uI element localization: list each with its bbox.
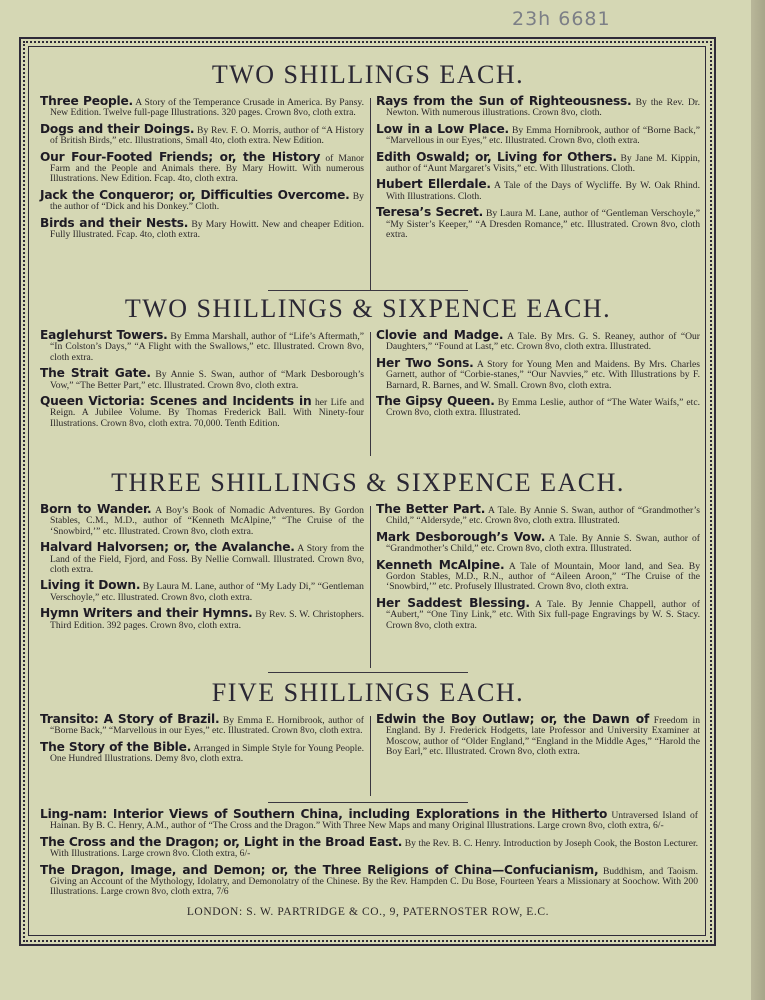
section-three-and-six [36,468,700,672]
book-title: Ling-nam: Interior Views of Southern China, including Explorations in the Hitherto [40,807,608,821]
column-divider [370,716,371,796]
column-right [376,714,700,763]
book-description: A Story for Young Men and Maidens. By Mrs. Charles Garnett, author of “Corbie-stanes,” “Our Navvies,” etc. With Illustrations by F. Barnard, R. Barnes, and W. Small. Crown 8vo, cloth extra. [386,358,700,391]
book-entry [376,330,700,353]
book-title: Kenneth McAlpine. [376,557,505,572]
section-rule [268,672,468,673]
book-title: Our Four-Footed Friends; or, the History [40,149,321,164]
book-entry [376,121,700,147]
book-description: Untraversed Island of Hainan. By B. C. Henry, A.M., author of “The Cross and the Dragon.” With Three New Maps and many Original Illustrations. Large crown 8vo, cloth extra, 6/- [50,810,698,832]
column-left [40,330,364,434]
book-title: Birds and their Nests. [40,215,189,230]
book-entry [376,355,700,391]
column-left [40,714,364,770]
book-entry [40,215,365,241]
book-description: By the Rev. Dr. Newton. With numerous illustrations. Crown 8vo, cloth. [386,97,700,119]
book-title: Low in a Low Place. [376,121,509,136]
column-right [376,504,700,636]
book-title: Mark Desborough’s Vow. [376,529,546,544]
book-entry [376,504,700,527]
book-entry [376,714,700,758]
book-description: By Jane M. Kippin, author of “Aunt Margaret’s Visits,” etc. With Illustrations. Cloth. [386,152,700,175]
book-title: The Better Part. [376,502,486,516]
book-entry [376,179,700,202]
book-entry [376,529,700,555]
book-description: Freedom in England. By J. Frederick Hodgetts, late Professor and University Examiner at Moscow, author of “Older England,” “England in the Middle Ages,” “Harold the Boy Earl,” etc. Illustrated. Crown 8vo, cloth extra. [386,715,700,758]
section-two-and-six [36,294,700,458]
wide-entries [36,809,698,898]
book-title: Halvard Halvorsen; or, the Avalanche. [40,540,295,555]
shelfmark-annotation: 23h 6681 [512,8,611,30]
section-five-shillings [36,678,700,903]
section-heading: THREE SHILLINGS & SIXPENCE EACH. [111,468,625,497]
book-description: By the Rev. B. C. Henry. Introduction by Joseph Cook, the Boston Lecturer. With Illustrations. Large crown 8vo. Cloth extra, 6/- [50,837,699,860]
book-title: Queen Victoria: Scenes and Incidents in [40,394,312,409]
book-title: The Strait Gate. [40,366,151,381]
book-title: Clovie and Madge. [376,328,504,342]
book-description: A Tale of Mountain, Moor land, and Sea. By Gordon Stables, M.D., R.N., author of “Aileen Aroon,” “The Cruise of the ‘Snowbird,’” etc. Profusely Illustrated. Crown 8vo, cloth extra. [386,560,700,593]
book-title: Transito: A Story of Brazil. [40,712,220,726]
column-left [40,504,364,636]
book-entry [376,149,700,175]
book-entry [40,149,365,185]
book-title: Edith Oswald; or, Living for Others. [376,149,617,164]
book-description: A Tale. By Annie S. Swan, author of “Grandmother’s Child,” “Aldersyde,” etc. Crown 8vo, cloth extra. Illustrated. [386,505,700,527]
book-entry [40,187,364,213]
book-description: By Rev. F. O. Morris, author of “A History of British Birds,” etc. Illustrations, Small 4to, cloth extra. New Edition. [50,124,364,147]
book-description: A Boy’s Book of Nomadic Adventures. By Gordon Stables, C.M., M.D., author of “Kenneth McAlpine,” “The Cruise of the ‘Snowbird,’” etc. Illustrated. Crown 8vo, cloth extra. [50,505,364,537]
column-right [376,96,700,245]
publisher-imprint: LONDON: S. W. PARTRIDGE & CO., 9, PATERNOSTER ROW, E.C. [186,906,550,918]
book-title: Dogs and their Doings. [40,121,195,136]
book-description: A Tale of the Days of Wycliffe. By W. Oak Rhind. With Illustrations. Cloth. [386,180,700,202]
book-description: A Tale. By Annie S. Swan, author of “Grandmother’s Child,” etc. Crown 8vo, cloth extra. Illustrated. [386,532,700,555]
column-divider [370,332,371,456]
book-entry [40,862,698,898]
book-title: Teresa’s Secret. [376,205,484,220]
book-title: Living it Down. [40,578,141,593]
column-divider [370,506,371,668]
book-title: Three People. [40,94,133,108]
book-entry [40,121,364,147]
section-two-shillings [36,60,700,294]
book-entry [40,396,364,429]
book-description: A Tale. By Mrs. G. S. Reaney, author of “Our Daughters,” “Found at Last,” etc. Crown 8vo, cloth extra. Illustrated. [386,331,701,353]
page-edge [751,0,765,1000]
book-entry [376,207,700,240]
book-entry [40,330,364,363]
book-description: By Emma E. Hornibrook, author of “Borne Back,” “Marvellous in our Eyes,” etc. Illustrated. Crown 8vo, cloth extra. [50,715,364,737]
book-description: of Manor Farm and the People and Animals there. By Mary Howitt. With numerous Illustrations. New Edition. Fcap. 4to, cloth extra. [50,152,365,185]
book-entry [40,580,364,603]
section-heading: TWO SHILLINGS EACH. [211,60,525,89]
book-title: Born to Wander. [40,502,152,516]
section-heading: TWO SHILLINGS & SIXPENCE EACH. [124,294,612,323]
section-rule [268,290,468,291]
book-description: her Life and Reign. A Jubilee Volume. By Thomas Frederick Ball. With Ninety-four Illustrations. Crown 8vo, cloth extra. 70,000. Tenth Edition. [50,397,364,429]
book-entry [40,834,699,860]
book-entry [376,96,700,119]
catalogue-content [36,56,700,928]
book-description: By Laura M. Lane, author of “Gentleman Verschoyle,” “My Sister’s Keeper,” “A Dresden Romance,” etc. Illustrated. Crown 8vo, cloth extra. [386,208,700,241]
book-entry [376,557,700,593]
book-title: Her Two Sons. [376,355,474,370]
book-title: Jack the Conqueror; or, Difficulties Overcome. [40,187,350,202]
book-description: By Emma Hornibrook, author of “Borne Back,” “Marvellous in our Eyes,” etc. Illustrated. Crown 8vo, cloth extra. [386,124,700,147]
book-entry [40,96,364,119]
book-description: By Laura M. Lane, author of “My Lady Di,” “Gentleman Verschoyle,” etc. Illustrated. Crown 8vo, cloth extra. [50,581,364,603]
book-entry [40,542,364,575]
book-description: By Emma Leslie, author of “The Water Waifs,” etc. Crown 8vo, cloth extra. Illustrated. [386,397,700,419]
column-right [376,330,700,424]
section-rule [268,802,468,803]
book-title: Hymn Writers and their Hymns. [40,606,253,621]
book-title: Edwin the Boy Outlaw; or, the Dawn of [376,712,650,726]
book-description: Buddhism, and Taoism. Giving an Account of the Mythology, Idolatry, and Demonolatry of the Chinese. By the Rev. Hampden C. Du Bose, Fourteen Years a Missionary at Soochow. With 200 Illustrations. Large crown 8vo, cloth extra, 7/6 [50,865,698,898]
book-title: The Cross and the Dragon; or, Light in the Broad East. [40,834,403,849]
book-title: The Dragon, Image, and Demon; or, the Three Religions of China—Confucianism, [40,862,599,877]
book-description: By Mary Howitt. New and cheaper Edition. Fully Illustrated. Fcap. 4to, cloth extra. [50,218,365,241]
book-entry [40,368,364,391]
book-title: Hubert Ellerdale. [376,177,491,192]
book-description: A Tale. By Jennie Chappell, author of “Aubert,” “One Tiny Link,” etc. With Six full-page Engravings by W. S. Stacy. Crown 8vo, cloth extra. [386,598,700,631]
book-description: By Annie S. Swan, author of “Mark Desborough’s Vow,” “The Better Part,” etc. Illustrated. Crown 8vo, cloth extra. [50,369,364,391]
book-entry [376,396,700,419]
book-entry [40,714,364,737]
book-entry [376,595,700,631]
book-title: The Story of the Bible. [40,739,192,754]
book-title: Eaglehurst Towers. [40,328,168,342]
book-description: Arranged in Simple Style for Young People. One Hundred Illustrations. Demy 8vo, cloth extra. [50,742,364,765]
book-description: By Emma Marshall, author of “Life’s Aftermath,” “In Colston’s Days,” “A Flight with the Swallows,” etc. Illustrated. Crown 8vo, cloth extra. [50,331,364,363]
column-left [40,96,364,245]
book-entry [40,504,364,537]
book-title: The Gipsy Queen. [376,394,495,409]
book-description: A Story of the Temperance Crusade in America. By Pansy. New Edition. Twelve full-page Illustrations. 320 pages. Crown 8vo, cloth extra. [50,97,364,119]
book-title: Her Saddest Blessing. [376,595,530,610]
section-heading: FIVE SHILLINGS EACH. [211,678,525,707]
book-description: A Story from the Land of the Field, Fjord, and Foss. By Nellie Cornwall. Illustrated. Crown 8vo, cloth extra. [50,543,364,576]
book-description: By Rev. S. W. Christophers. Third Edition. 392 pages. Crown 8vo, cloth extra. [50,609,364,631]
book-title: Rays from the Sun of Righteousness. [376,94,632,108]
column-divider [370,98,371,290]
book-entry [40,739,364,765]
book-entry [40,608,364,631]
book-description: By the author of “Dick and his Donkey.” Cloth. [50,190,364,213]
book-entry [40,809,698,832]
